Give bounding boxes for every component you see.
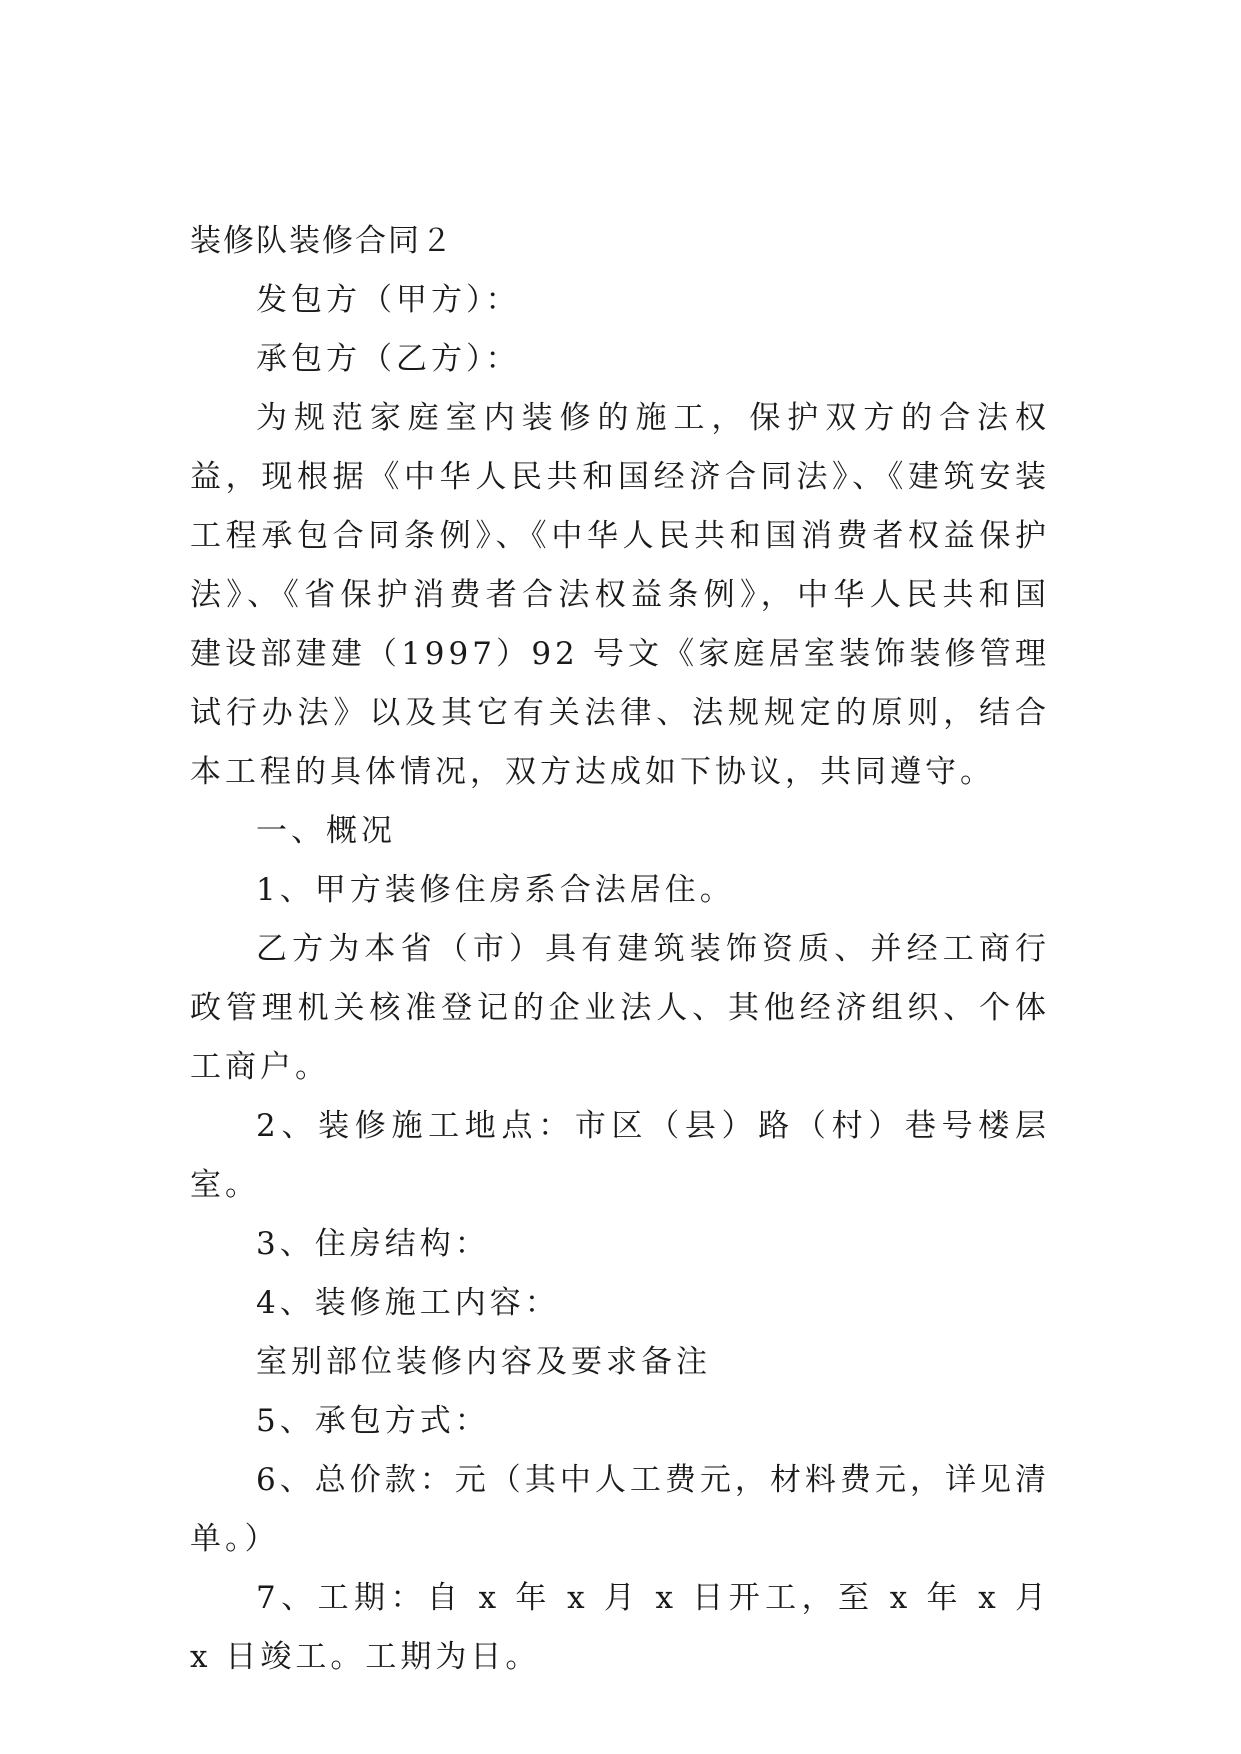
section-heading-overview: 一、概况 bbox=[256, 813, 396, 849]
party-a-line: 发包方（甲方）： bbox=[256, 282, 521, 318]
clause-4-content: 4、装修施工内容： bbox=[256, 1285, 560, 1321]
clause-6-total-price: 6、总价款：元（其中人工费元，材料费元，详见清单。） bbox=[190, 1462, 1050, 1557]
content-table-header: 室别部位装修内容及要求备注 bbox=[256, 1344, 711, 1380]
document-body bbox=[190, 212, 1050, 1687]
contractor-qualification: 乙方为本省（市）具有建筑装饰资质、并经工商行政管理机关核准登记的企业法人、其他经济组织、个体工商户。 bbox=[190, 931, 1050, 1085]
clause-5-contract-mode: 5、承包方式： bbox=[256, 1403, 490, 1439]
clause-1: 1、甲方装修住房系合法居住。 bbox=[256, 872, 735, 908]
clause-2-location: 2、装修施工地点：市区（县）路（村）巷号楼层室。 bbox=[190, 1108, 1050, 1203]
document-title: 装修队装修合同２ bbox=[190, 223, 454, 259]
party-b-line: 承包方（乙方）： bbox=[256, 341, 521, 377]
clause-7-schedule: 7、工期：自 x 年 x 月 x 日开工，至 x 年 x 月 x 日竣工。工期为日。 bbox=[190, 1580, 1050, 1675]
clause-3-structure: 3、住房结构： bbox=[256, 1226, 490, 1262]
preamble-paragraph: 为规范家庭室内装修的施工，保护双方的合法权益，现根据《中华人民共和国经济合同法》、《建筑安装工程承包合同条例》、《中华人民共和国消费者权益保护法》、《省保护消费者合法权益条例》，中华人民共和国建设部建建（1997）92 号文《家庭居室装饰装修管理试行办法》以及其它有关法律、法规规定的原则，结合本工程的具体情况，双方达成如下协议，共同遵守。 bbox=[190, 400, 1050, 790]
